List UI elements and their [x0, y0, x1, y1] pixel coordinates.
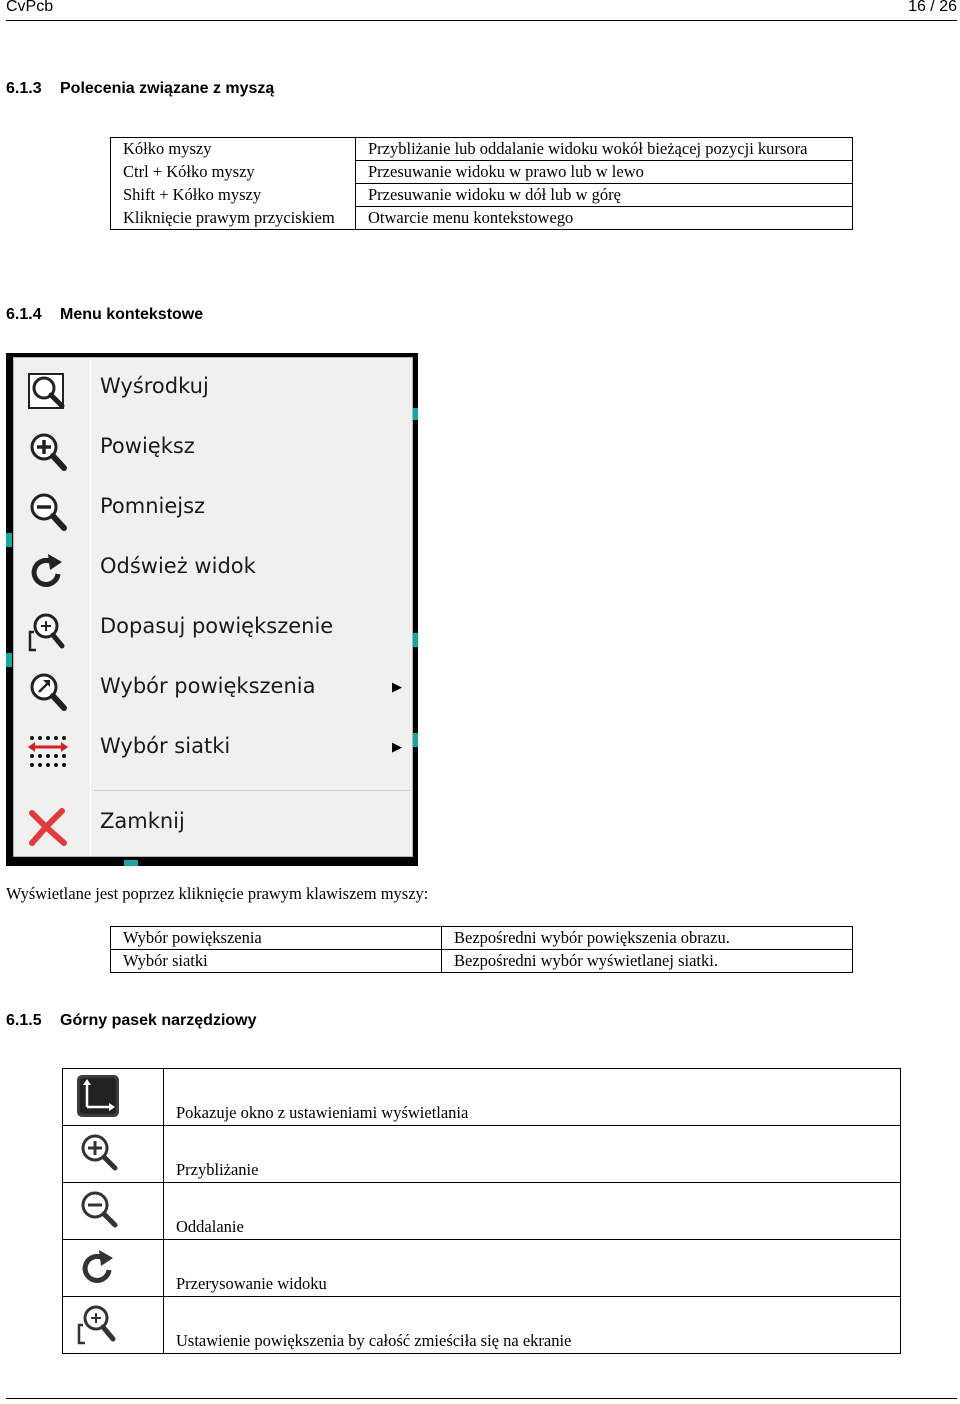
table-cell-action: Ctrl + Kółko myszy [111, 161, 356, 184]
menu-item-center[interactable] [14, 362, 412, 418]
section-heading-context [6, 306, 203, 324]
table-cell-desc: Przesuwanie widoku w prawo lub w lewo [356, 161, 853, 184]
table-cell-desc: Przesuwanie widoku w dół lub w górę [356, 184, 853, 207]
mouse-commands-table [110, 137, 853, 230]
menu-item-zoom-fit[interactable] [14, 602, 412, 658]
context-items-table [110, 926, 853, 973]
refresh-icon [26, 550, 70, 594]
table-cell-action: Shift + Kółko myszy [111, 184, 356, 207]
table-cell-action: Kółko myszy [111, 138, 356, 161]
menu-item-label: Wybór siatki [100, 734, 231, 758]
submenu-arrow-icon: ▶ [392, 679, 402, 694]
table-row [63, 1126, 901, 1183]
menu-item-refresh[interactable] [14, 542, 412, 598]
table-cell-desc: Bezpośredni wybór wyświetlanej siatki. [442, 950, 853, 973]
zoom-fit-icon [75, 1301, 121, 1347]
close-icon [26, 805, 70, 849]
toolbar-icon-cell [63, 1297, 164, 1354]
menu-item-zoom-in[interactable] [14, 422, 412, 478]
table-row [111, 927, 853, 950]
table-cell-desc: Otwarcie menu kontekstowego [356, 207, 853, 230]
table-row [63, 1183, 901, 1240]
menu-item-label: Wybór powiększenia [100, 674, 316, 698]
menu-item-label: Wyśrodkuj [100, 374, 209, 398]
zoom-in-icon [26, 430, 70, 474]
zoom-out-icon [75, 1187, 121, 1233]
table-cell-desc: Przerysowanie widoku [164, 1240, 901, 1297]
table-cell-item: Wybór siatki [111, 950, 442, 973]
table-row [63, 1069, 901, 1126]
menu-item-zoom-out[interactable] [14, 482, 412, 538]
toolbar-icon-cell [63, 1126, 164, 1183]
menu-item-zoom-select[interactable] [14, 662, 412, 718]
table-row [111, 184, 853, 207]
section-heading-mouse [6, 80, 274, 98]
toolbar-icon-cell [63, 1069, 164, 1126]
menu-item-label: Powiększ [100, 434, 195, 458]
section-number: 6.1.4 [6, 306, 42, 323]
footer-rule [6, 1398, 957, 1399]
section-title: Menu kontekstowe [60, 306, 204, 323]
table-cell-item: Wybór powiększenia [111, 927, 442, 950]
running-header-title: CvPcb [6, 0, 54, 15]
table-cell-desc: Oddalanie [164, 1183, 901, 1240]
toolbar-icon-cell [63, 1183, 164, 1240]
menu-item-label: Zamknij [100, 809, 185, 833]
zoom-out-icon [26, 490, 70, 534]
zoom-in-icon [75, 1130, 121, 1176]
context-menu-caption: Wyświetlane jest poprzez kliknięcie prawym klawiszem myszy: [6, 884, 429, 903]
table-row [111, 950, 853, 973]
toolbar-icon-cell [63, 1240, 164, 1297]
menu-item-label: Pomniejsz [100, 494, 206, 518]
header-rule [6, 20, 957, 21]
table-row [111, 207, 853, 230]
table-cell-action: Kliknięcie prawym przyciskiem [111, 207, 356, 230]
table-cell-desc: Ustawienie powiększenia by całość zmieściła się na ekranie [164, 1297, 901, 1354]
context-menu [13, 357, 413, 857]
grid-select-icon [26, 730, 70, 774]
table-row [63, 1240, 901, 1297]
section-number: 6.1.3 [6, 80, 42, 97]
display-options-icon [75, 1073, 121, 1119]
table-cell-desc: Bezpośredni wybór powiększenia obrazu. [442, 927, 853, 950]
redraw-icon [75, 1244, 121, 1290]
section-heading-toolbar [6, 1012, 257, 1030]
zoom-select-icon [26, 670, 70, 714]
section-title: Górny pasek narzędziowy [60, 1012, 257, 1029]
table-cell-desc: Przybliżanie [164, 1126, 901, 1183]
table-row [63, 1297, 901, 1354]
menu-item-label: Odśwież widok [100, 554, 256, 578]
table-cell-desc: Pokazuje okno z ustawieniami wyświetlania [164, 1069, 901, 1126]
context-menu-screenshot [6, 353, 418, 866]
menu-item-label: Dopasuj powiększenie [100, 614, 334, 638]
canvas-accent [6, 653, 12, 667]
menu-item-grid-select[interactable] [14, 722, 412, 778]
zoom-center-icon [26, 370, 70, 414]
running-header-page: 16 / 26 [908, 0, 957, 15]
zoom-fit-icon [26, 610, 70, 654]
canvas-accent [6, 533, 12, 547]
section-number: 6.1.5 [6, 1012, 42, 1029]
table-row [111, 161, 853, 184]
submenu-arrow-icon: ▶ [392, 739, 402, 754]
toolbar-table [62, 1068, 901, 1354]
table-row [111, 138, 853, 161]
section-title: Polecenia związane z myszą [60, 80, 275, 97]
table-cell-desc: Przybliżanie lub oddalanie widoku wokół bieżącej pozycji kursora [356, 138, 853, 161]
menu-item-close[interactable] [14, 797, 412, 853]
canvas-accent [124, 860, 138, 866]
menu-separator [94, 790, 410, 791]
